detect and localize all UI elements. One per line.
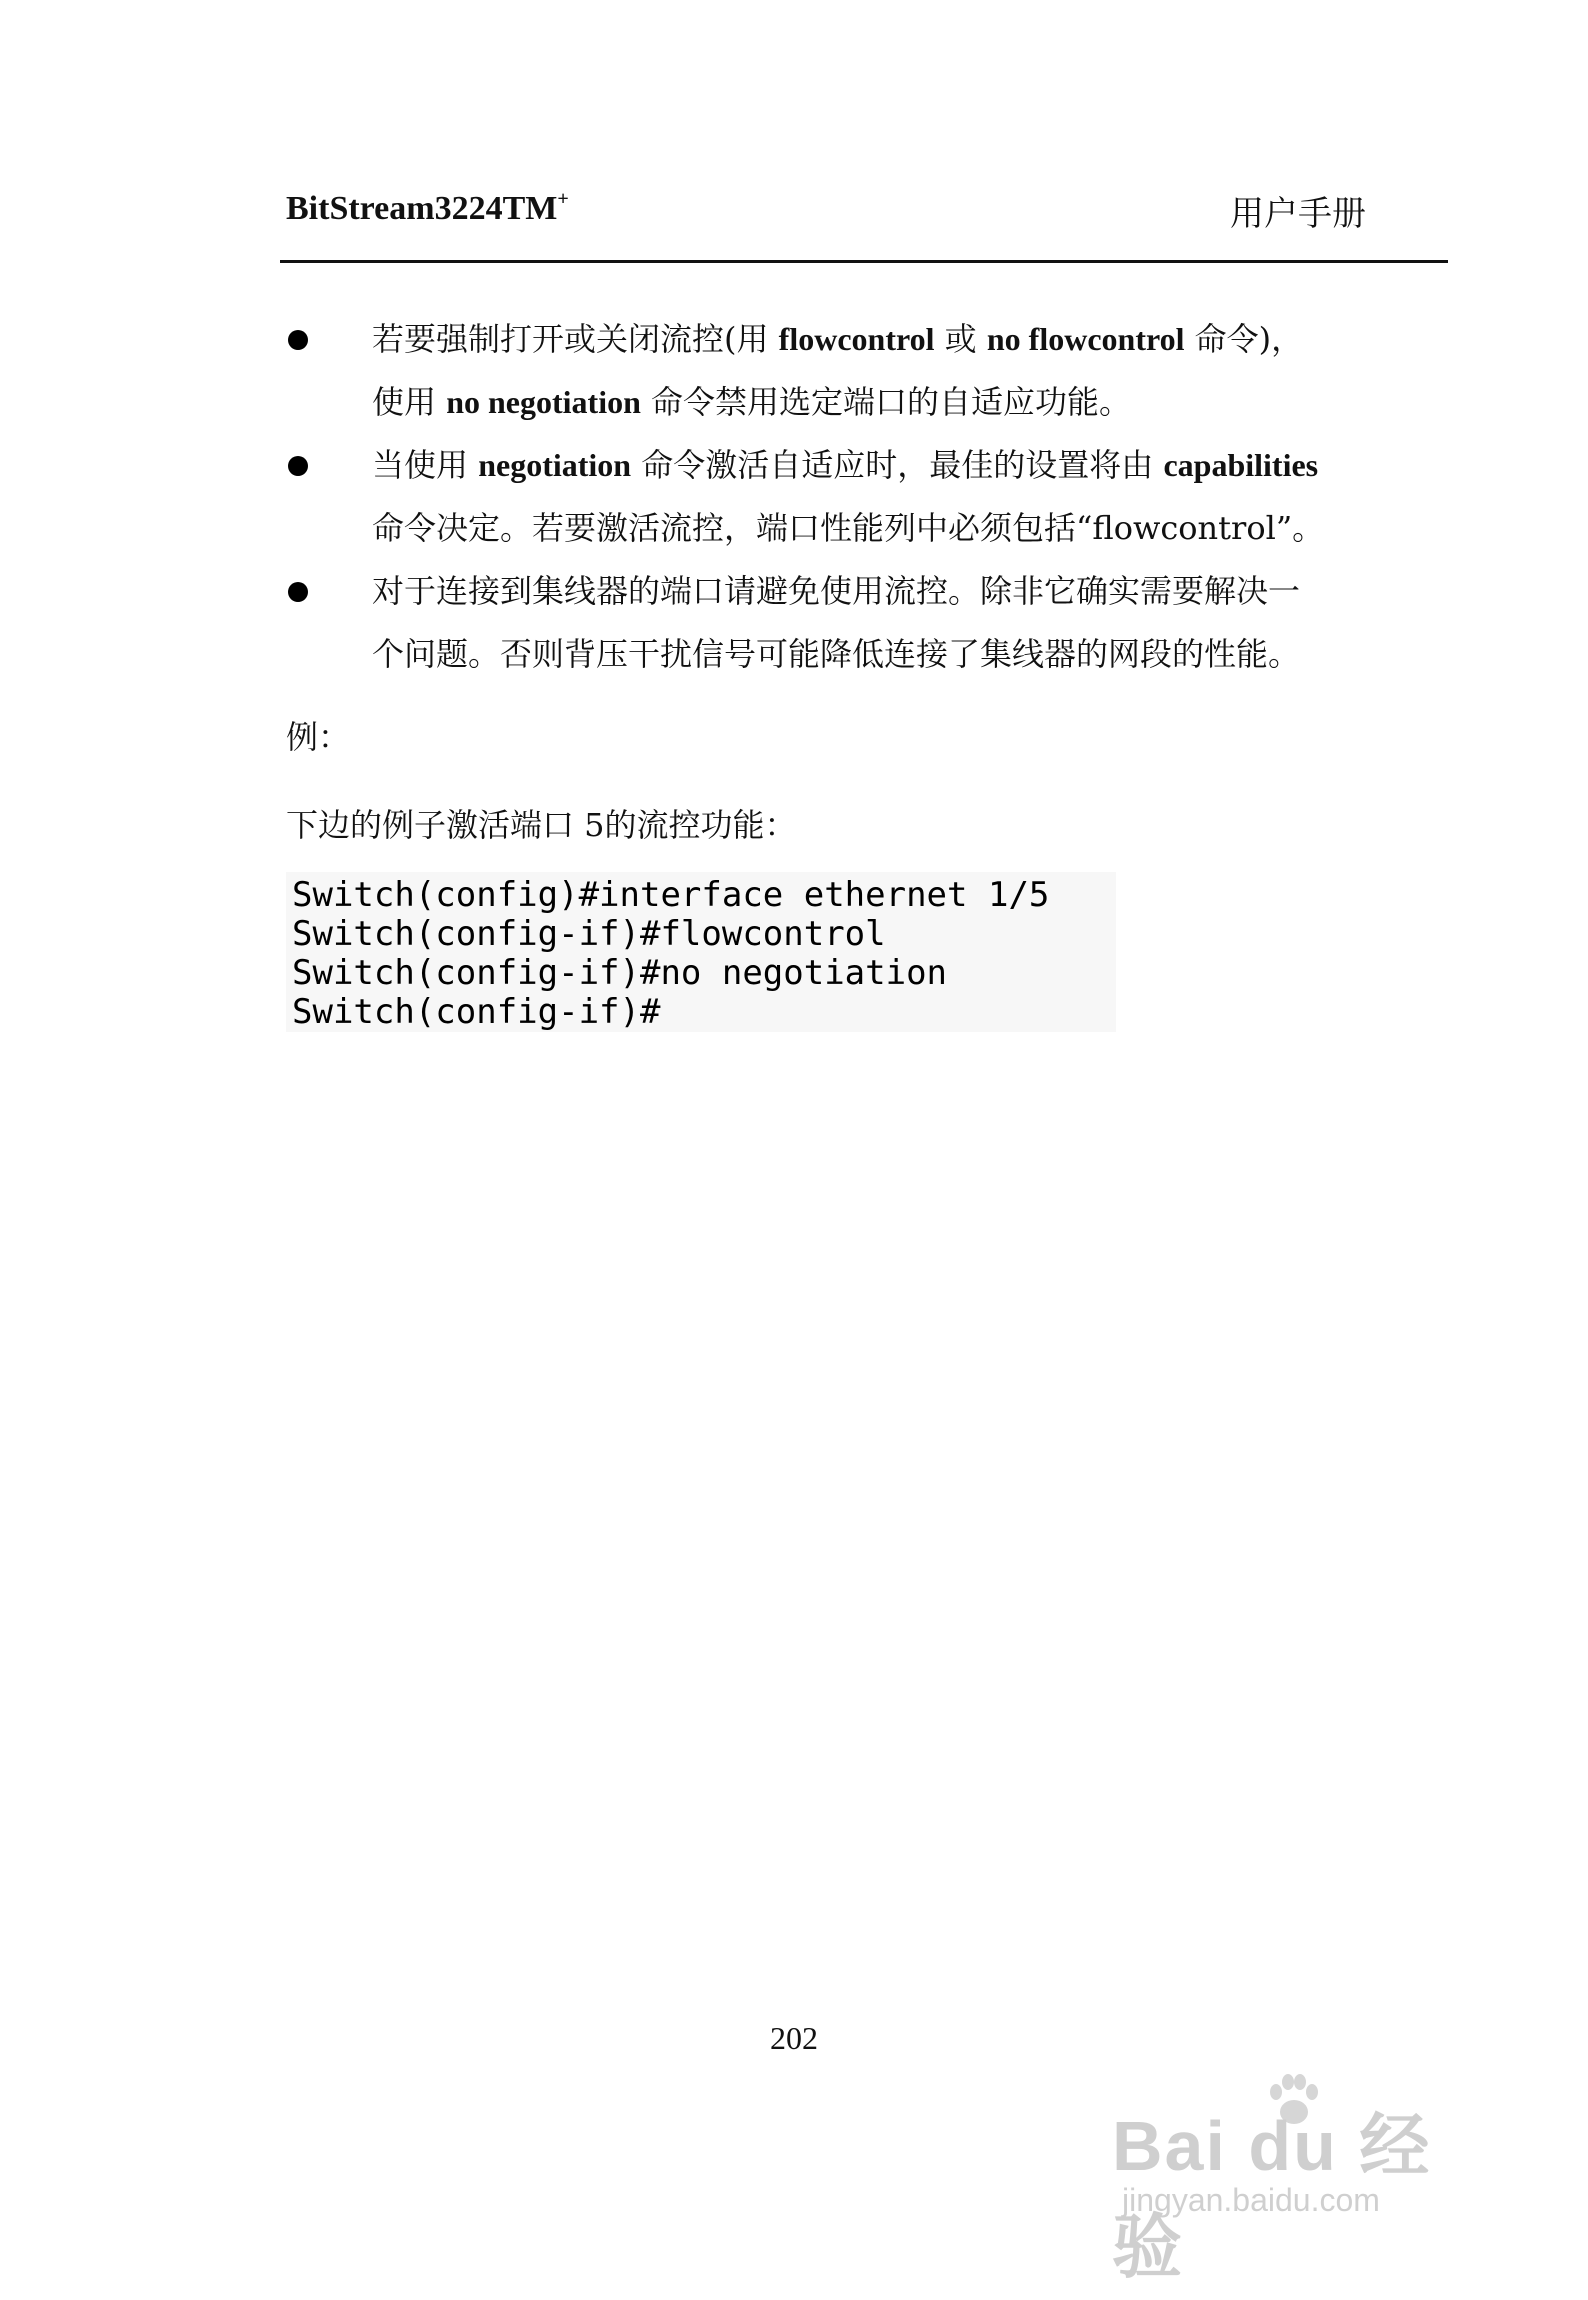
example-intro: 下边的例子激活端口 5的流控功能： xyxy=(286,806,797,844)
bullet-text: 对于连接到集线器的端口请避免使用流控。除非它确实需要解决一 xyxy=(372,572,1301,610)
command-keyword: negotiation xyxy=(478,447,632,483)
product-name xyxy=(286,188,569,228)
product-name-superscript: + xyxy=(557,188,569,210)
bullet-text: 命令禁用选定端口的自适应功能。 xyxy=(640,383,1132,421)
product-name-text: BitStream3224TM xyxy=(286,190,558,227)
page-number: 202 xyxy=(770,2020,818,2056)
bullet-list xyxy=(286,308,1436,686)
command-keyword: capabilities xyxy=(1163,447,1319,483)
example-label: 例： xyxy=(286,718,351,756)
baidu-jingyan-watermark xyxy=(1112,2070,1492,2286)
manual-title: 用户手册 xyxy=(1230,194,1366,234)
bullet-text: 命令激活自适应时，最佳的设置将由 xyxy=(631,446,1164,484)
bullet-item-negotiation xyxy=(286,434,1436,560)
code-line: Switch(config-if)# xyxy=(292,992,661,1032)
bullet-item-hub-ports xyxy=(286,560,1436,686)
command-keyword: no negotiation xyxy=(446,384,641,420)
page-header xyxy=(286,188,1446,248)
bullet-text: 个问题。否则背压干扰信号可能降低连接了集线器的网段的性能。 xyxy=(372,635,1301,673)
bullet-text: 当使用 xyxy=(372,446,479,484)
bullet-text: 使用 xyxy=(372,383,447,421)
bullet-dot-icon xyxy=(288,456,308,476)
header-divider xyxy=(280,260,1448,263)
code-line: Switch(config)#interface ethernet 1/5 xyxy=(292,875,1050,915)
bullet-text: 命令)， xyxy=(1184,320,1304,358)
bullet-dot-icon xyxy=(288,330,308,350)
watermark-url: jingyan.baidu.com xyxy=(1122,2182,1380,2218)
bullet-item-flowcontrol-force xyxy=(286,308,1436,434)
code-line: Switch(config-if)#no negotiation xyxy=(292,953,948,993)
bullet-text: 若要强制打开或关闭流控(用 xyxy=(372,320,779,358)
watermark-logo: Bai du 经验 xyxy=(1112,2107,1432,2286)
bullet-text: 命令决定。若要激活流控，端口性能列中必须包括“flowcontrol”。 xyxy=(372,509,1325,547)
code-line: Switch(config-if)#flowcontrol xyxy=(292,914,886,954)
command-keyword: no flowcontrol xyxy=(986,321,1185,357)
bullet-dot-icon xyxy=(288,582,308,602)
command-keyword: flowcontrol xyxy=(778,321,935,357)
bullet-text: 或 xyxy=(934,320,987,358)
code-block xyxy=(286,872,1116,1032)
